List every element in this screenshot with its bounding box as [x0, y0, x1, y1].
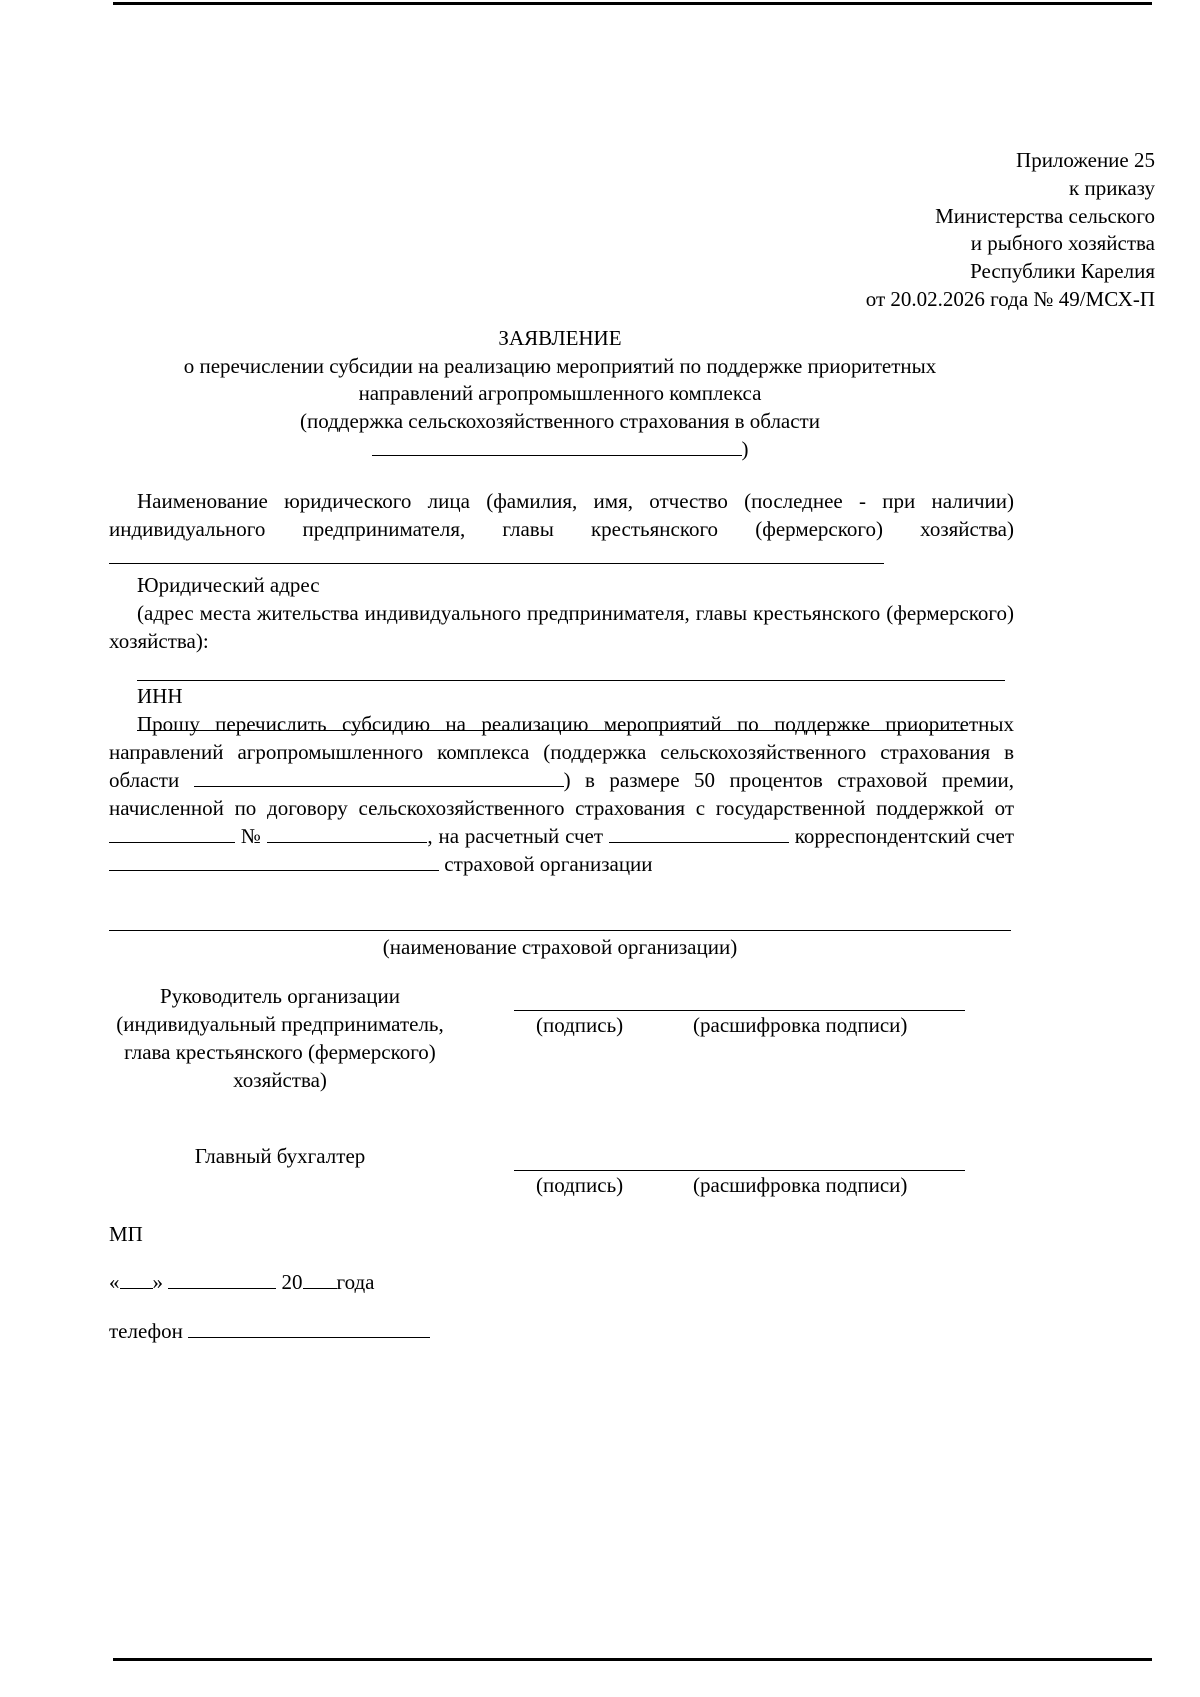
contract-date-field[interactable]: [109, 822, 235, 843]
appendix-line: Министерства сельского: [935, 203, 1155, 228]
insurer-name-field[interactable]: [109, 930, 1011, 931]
insurance-area-field-2[interactable]: [194, 766, 564, 787]
phone-field[interactable]: [188, 1317, 430, 1338]
entity-name-label: Наименование юридического лица (фамилия, имя, отчество (последнее - при наличии) индивидуального предпринимателя, главы крестьянского (фермерского) хозяйства): [109, 489, 1014, 541]
residence-address-label: (адрес места жительства индивидуального предпринимателя, главы крестьянского (фермерского) хозяйства):: [109, 601, 1014, 653]
date-line: « » 20 года: [109, 1270, 375, 1294]
heading-line-field: ): [100, 435, 1020, 464]
stamp-label: МП: [109, 1222, 143, 1246]
settlement-account-field[interactable]: [609, 822, 789, 843]
appendix-line: Приложение 25: [1016, 148, 1155, 172]
form-body: [109, 487, 1014, 655]
entity-name-field[interactable]: [109, 543, 884, 564]
chief-accountant-label: Главный бухгалтер: [194, 1144, 366, 1168]
decoding-caption: (расшифровка подписи): [693, 1173, 908, 1197]
request-text: страховой организации: [444, 852, 653, 876]
head-signatory-label: Руководитель организации (индивидуальный предприниматель, глава крестьянского (фермерского) хозяйства): [116, 984, 444, 1092]
signature-caption: (подпись): [536, 1013, 624, 1037]
insurance-area-field[interactable]: [372, 435, 742, 456]
year-prefix: 20: [281, 1270, 303, 1294]
request-text: ) в размере 50 процентов страховой премии, начисленной по договору сельскохозяйственного страхования с государственной поддержкой от: [109, 768, 1014, 820]
contract-number-field[interactable]: [267, 822, 427, 843]
legal-address-label: Юридический адрес: [137, 573, 320, 597]
appendix-line: и рыбного хозяйства: [970, 231, 1155, 256]
phone-label: телефон: [109, 1319, 183, 1343]
phone-line: [109, 1317, 430, 1345]
bottom-border-line: [113, 1658, 1152, 1661]
heading-line: (поддержка сельскохозяйственного страхования в области: [300, 408, 820, 433]
date-day-field[interactable]: [120, 1268, 153, 1289]
top-border-line: [113, 2, 1152, 5]
number-sign: №: [240, 824, 262, 848]
year-suffix: года: [336, 1270, 375, 1294]
request-text: , на расчетный счет: [427, 824, 604, 848]
heading-line: о перечислении субсидии на реализацию мероприятий по поддержке приоритетных: [183, 353, 937, 378]
request-text: Прошу перечислить субсидию на реализацию мероприятий по поддержке приоритетных направлений агропромышленного комплекса (поддержка сельскохозяйственного страхования в области: [109, 712, 1014, 792]
insurer-name-caption: (наименование страховой организации): [382, 935, 738, 959]
date-year-field[interactable]: [303, 1268, 337, 1289]
inn-label: ИНН: [137, 684, 183, 708]
request-paragraph: [109, 710, 1014, 878]
appendix-line: от 20.02.2026 года № 49/МСХ-П: [865, 286, 1155, 311]
decoding-caption: (расшифровка подписи): [693, 1013, 908, 1037]
appendix-line: к приказу: [1069, 175, 1155, 200]
entity-name-paragraph: [109, 487, 1014, 571]
heading-line: направлений агропромышленного комплекса: [358, 381, 762, 405]
correspondent-account-field[interactable]: [109, 850, 439, 871]
document-title: ЗАЯВЛЕНИЕ: [498, 326, 622, 350]
address-field[interactable]: [137, 680, 1005, 681]
appendix-line: Республики Карелия: [970, 259, 1155, 284]
signature-caption: (подпись): [536, 1173, 624, 1197]
date-month-field[interactable]: [168, 1268, 276, 1289]
request-text: корреспондентский счет: [794, 824, 1015, 848]
appendix-block: [866, 147, 1155, 314]
document-heading: [100, 325, 1020, 464]
